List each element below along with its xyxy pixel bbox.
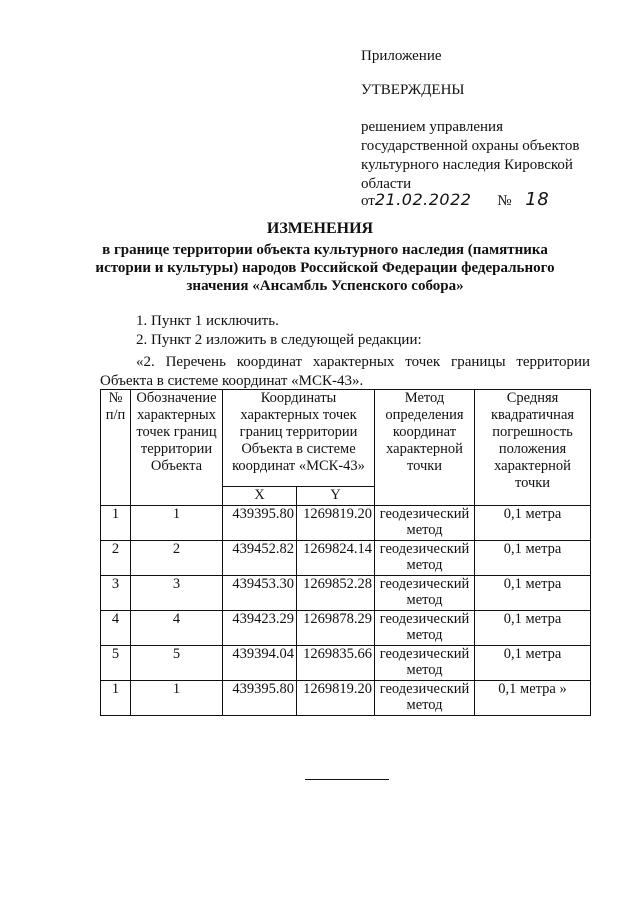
cell-num: 2 [101, 541, 131, 576]
cell-num: 5 [101, 646, 131, 681]
subtitle-line: значения «Ансамбль Успенского собора» [186, 278, 464, 294]
table-row [101, 611, 591, 646]
header-x: X [223, 487, 297, 506]
cell-point: 4 [131, 611, 223, 646]
cell-x: 439423.29 [223, 611, 297, 646]
cell-num: 4 [101, 611, 131, 646]
cell-error: 0,1 метра [475, 576, 591, 611]
cell-x: 439395.80 [223, 681, 297, 716]
number-prefix: № [497, 193, 512, 209]
header-num: № п/п [101, 390, 131, 506]
cell-method: геодезический метод [375, 646, 475, 681]
closing-rule [305, 779, 389, 780]
cell-point: 3 [131, 576, 223, 611]
date-number-line [361, 190, 549, 211]
cell-method: геодезический метод [375, 541, 475, 576]
handwritten-number: 18 [525, 189, 550, 210]
handwritten-date: 21.02.2022 [374, 190, 472, 209]
cell-y: 1269824.14 [297, 541, 375, 576]
cell-method: геодезический метод [375, 611, 475, 646]
cell-y: 1269819.20 [297, 506, 375, 541]
table-row [101, 541, 591, 576]
cell-y: 1269835.66 [297, 646, 375, 681]
table-row [101, 576, 591, 611]
cell-method: геодезический метод [375, 681, 475, 716]
cell-point: 1 [131, 681, 223, 716]
subtitle-line: в границе территории объекта культурного наследия (памятника [102, 242, 548, 258]
cell-point: 2 [131, 541, 223, 576]
header-error: Средняя квадратичная погрешность положения характерной точки [475, 390, 591, 506]
cell-x: 439394.04 [223, 646, 297, 681]
cell-error: 0,1 метра » [475, 681, 591, 716]
decision-line: государственной охраны объектов [361, 138, 580, 154]
cell-point: 5 [131, 646, 223, 681]
cell-x: 439395.80 [223, 506, 297, 541]
table-row [101, 646, 591, 681]
table-row [101, 506, 591, 541]
header-coordinates: Координаты характерных точек границ территории Объекта в системе координат «МСК-43» [223, 390, 375, 487]
item-3-line-2: Объекта в системе координат «МСК-43». [100, 373, 364, 389]
cell-y: 1269852.28 [297, 576, 375, 611]
item-3-line-1: «2. Перечень координат характерных точек границы территории [136, 354, 590, 370]
approved-label: УТВЕРЖДЕНЫ [361, 82, 465, 98]
cell-num: 1 [101, 681, 131, 716]
cell-error: 0,1 метра [475, 541, 591, 576]
cell-method: геодезический метод [375, 506, 475, 541]
header-y: Y [297, 487, 375, 506]
cell-error: 0,1 метра [475, 646, 591, 681]
decision-line: области [361, 176, 412, 192]
cell-method: геодезический метод [375, 576, 475, 611]
cell-num: 3 [101, 576, 131, 611]
coordinates-table [100, 389, 591, 716]
header-method: Метод определения координат характерной точки [375, 390, 475, 506]
cell-point: 1 [131, 506, 223, 541]
item-2: 2. Пункт 2 изложить в следующей редакции: [136, 332, 422, 348]
cell-num: 1 [101, 506, 131, 541]
cell-y: 1269878.29 [297, 611, 375, 646]
decision-line: культурного наследия Кировской [361, 157, 573, 173]
table-row [101, 681, 591, 716]
date-prefix: от [361, 193, 375, 209]
header-designation: Обозначение характерных точек границ территории Объекта [131, 390, 223, 506]
cell-y: 1269819.20 [297, 681, 375, 716]
item-1: 1. Пункт 1 исключить. [136, 313, 279, 329]
cell-error: 0,1 метра [475, 506, 591, 541]
appendix-label: Приложение [361, 48, 442, 64]
decision-line: решением управления [361, 119, 503, 135]
cell-x: 439452.82 [223, 541, 297, 576]
cell-error: 0,1 метра [475, 611, 591, 646]
subtitle-line: истории и культуры) народов Российской Федерации федерального [95, 260, 555, 276]
document-heading: ИЗМЕНЕНИЯ [266, 220, 374, 237]
decision-block [361, 118, 621, 194]
document-subtitle [60, 241, 590, 295]
cell-x: 439453.30 [223, 576, 297, 611]
